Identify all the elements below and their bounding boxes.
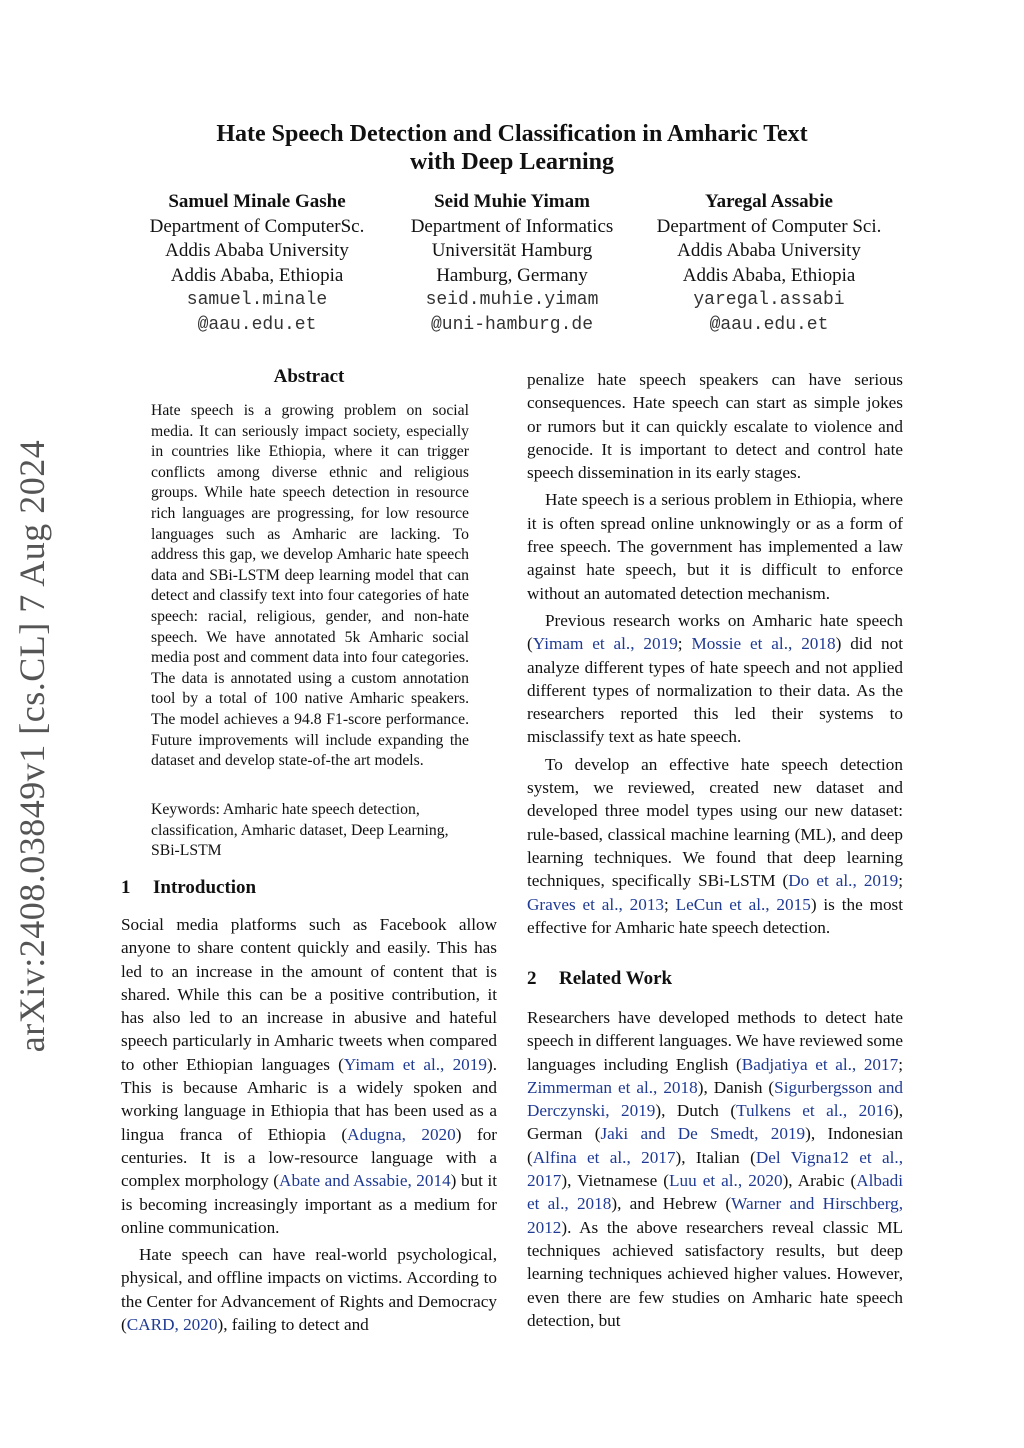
author-3 xyxy=(644,190,894,337)
related-work-body xyxy=(527,1006,903,1336)
text-run: Previous research works on Amharic hate speech ( xyxy=(527,610,903,654)
section-number: 1 xyxy=(121,877,131,898)
citation-link[interactable]: Luu et al., 2020 xyxy=(668,1171,783,1191)
author-email-line-2: @aau.edu.et xyxy=(709,314,829,335)
abstract-heading: Abstract xyxy=(273,366,345,387)
citation-link[interactable]: Jaki and De Smedt, 2019 xyxy=(600,1124,806,1144)
text-run: ). As the above researchers reveal classic ML techniques achieved satisfactory results, but deep learning techniques achieved higher values. However, even there are few studies on Amharic hate speech detection, but xyxy=(527,1217,903,1330)
citation-link[interactable]: Warner and Hirschberg, 2012 xyxy=(527,1194,904,1237)
citation-link[interactable]: LeCun et al., 2015 xyxy=(675,894,811,914)
author-dept: Department of Computer Sci. xyxy=(656,215,882,237)
author-1 xyxy=(132,190,382,337)
text-run: ), Arabic ( xyxy=(782,1171,857,1191)
text-run: ), Italian ( xyxy=(675,1147,756,1167)
title-line-1: Hate Speech Detection and Classification in Amharic Text xyxy=(216,121,808,147)
text-run: Hate speech can have real-world psychological, physical, and offline impacts on victims. According to the Center for Advancement of Rights and Democracy ( xyxy=(121,1245,497,1335)
citation-link[interactable]: Abate and Assabie, 2014 xyxy=(279,1171,451,1191)
text-run: ) is the most effective for Amharic hate speech detection. xyxy=(527,894,903,937)
author-email-line-1: samuel.minale xyxy=(186,290,328,310)
text-run: ), Indonesian ( xyxy=(527,1124,903,1167)
related-paragraph-1 xyxy=(527,1006,903,1332)
text-run: ). This is because Amharic is a widely spoken and working language in Ethiopia that has been used as a lingua franca of Ethiopia ( xyxy=(121,1054,497,1144)
arxiv-identifier xyxy=(2,439,62,1053)
author-dept: Department of ComputerSc. xyxy=(149,215,365,237)
text-run: ), Dutch ( xyxy=(655,1101,737,1121)
text-run: ) but it is becoming increasingly important as a medium for online communication. xyxy=(121,1171,497,1237)
author-2 xyxy=(387,190,637,337)
section-heading-related-work xyxy=(527,968,672,990)
section-title: Related Work xyxy=(559,968,673,989)
text-run: Researchers have developed methods to detect hate speech in different languages. We have reviewed some languages including English ( xyxy=(527,1008,903,1074)
citation-link[interactable]: Tulkens et al., 2016 xyxy=(736,1101,893,1121)
citation-link[interactable]: Alfina et al., 2017 xyxy=(532,1147,676,1167)
citation-link[interactable]: Sigurbergsson and Derczynski, 2019 xyxy=(527,1077,904,1121)
text-run: ; xyxy=(677,634,692,654)
intro-paragraph-1 xyxy=(121,913,497,1239)
citation-link[interactable]: CARD, 2020 xyxy=(126,1315,218,1335)
intro-paragraph-4: Hate speech is a serious problem in Ethiopia, where it is often spread online unknowingly or as a form of free speech. The government has implemented a law against hate speech, but it is difficult to enforce without an automated detection mechanism. xyxy=(527,490,903,603)
intro-paragraph-3: penalize hate speech speakers can have serious consequences. Hate speech can start as simple jokes or rumors but it can quickly escalate to violence and genocide. It is important to detect and control hate speech dissemination in its early stages. xyxy=(527,370,903,483)
author-univ: Addis Ababa University xyxy=(165,240,349,261)
author-univ: Addis Ababa University xyxy=(677,240,861,261)
author-name: Yaregal Assabie xyxy=(705,191,833,212)
text-run: ; xyxy=(664,894,676,914)
text-run: ) for centuries. It is a low-resource language with a complex morphology ( xyxy=(121,1124,498,1191)
citation-link[interactable]: Graves et al., 2013 xyxy=(527,894,665,914)
author-location: Hamburg, Germany xyxy=(436,264,588,286)
text-run: ), and Hebrew ( xyxy=(611,1194,732,1214)
intro-paragraph-6 xyxy=(527,753,903,939)
intro-paragraph-2 xyxy=(121,1243,497,1336)
text-run: ), Vietnamese ( xyxy=(561,1171,669,1191)
author-email-line-2: @aau.edu.et xyxy=(197,314,317,335)
text-run: To develop an effective hate speech detection system, we reviewed, created new dataset and developed three model types using our new dataset: rule-based, classical machine learning (ML), and deep learning techniques. We found that deep learning techniques, specifically SBi-LSTM ( xyxy=(527,754,903,891)
right-column-body xyxy=(527,368,903,943)
arxiv-identifier-text: arXiv:2408.03849v1 [cs.CL] 7 Aug 2024 xyxy=(12,439,53,1053)
author-dept: Department of Informatics xyxy=(410,215,614,237)
abstract-text: Hate speech is a growing problem on social media. It can seriously impact society, especially in countries like Ethiopia, where it can trigger conflicts among diverse ethnic and religious groups. While hate speech detection in resource rich languages are progressing, for low resource languages such as Amharic are lacking. To address this gap, we develop Amharic hate speech data and SBi-LSTM deep learning model that can detect and classify text into four categories of hate speech: racial, religious, gender, and non-hate speech. We have annotated 5k Amharic social media post and comment data into four categories. The data is annotated using a custom annotation tool by a total of 100 native Amharic speakers. The model achieves a 94.8 F1-score performance. Future improvements will include expanding the dataset and develop state-of-the art models. xyxy=(151,402,469,770)
citation-link[interactable]: Yimam et al., 2019 xyxy=(532,634,678,654)
citation-link[interactable]: Adugna, 2020 xyxy=(347,1124,456,1144)
text-run: ), Danish ( xyxy=(697,1077,775,1097)
author-univ: Universität Hamburg xyxy=(431,240,593,261)
citation-link[interactable]: Del Vigna12 et al., 2017 xyxy=(527,1147,903,1191)
citation-link[interactable]: Badjatiya et al., 2017 xyxy=(741,1054,899,1074)
author-location: Addis Ababa, Ethiopia xyxy=(682,264,856,286)
citation-link[interactable]: Do et al., 2019 xyxy=(788,871,899,891)
paper-title xyxy=(120,120,904,176)
author-name: Seid Muhie Yimam xyxy=(434,191,590,212)
citation-link[interactable]: Yimam et al., 2019 xyxy=(343,1054,487,1074)
author-name: Samuel Minale Gashe xyxy=(168,191,346,212)
keywords: Keywords: Amharic hate speech detection, classification, Amharic dataset, Deep Learning, SBi-LSTM xyxy=(151,801,449,860)
section-number: 2 xyxy=(527,968,537,989)
author-email-line-1: yaregal.assabi xyxy=(693,290,845,310)
text-run: ), German ( xyxy=(527,1101,903,1144)
text-run: ), failing to detect and xyxy=(217,1315,369,1335)
section-title: Introduction xyxy=(153,877,257,898)
text-run: Social media platforms such as Facebook allow anyone to share content quickly and easily. This has led to an increase in the amount of content that is shared. While this can be a positive contribution, it has also led to an increase in abusive and hateful speech particularly in Amharic tweets when compared to other Ethiopian languages ( xyxy=(121,915,497,1074)
text-run: ) did not analyze different types of hate speech and not applied different types of normalization to their data. As the researchers reported this led their systems to misclassify text as hate speech. xyxy=(527,634,904,747)
intro-paragraph-5 xyxy=(527,609,903,749)
author-location: Addis Ababa, Ethiopia xyxy=(170,264,344,286)
author-email-line-1: seid.muhie.yimam xyxy=(425,290,599,310)
title-line-2: with Deep Learning xyxy=(410,149,614,175)
text-run: ; xyxy=(898,871,903,891)
left-column-body xyxy=(121,913,497,1340)
section-heading-introduction xyxy=(121,877,256,899)
author-email-line-2: @uni-hamburg.de xyxy=(430,314,594,335)
citation-link[interactable]: Albadi et al., 2018 xyxy=(527,1171,903,1214)
citation-link[interactable]: Mossie et al., 2018 xyxy=(691,634,836,654)
citation-link[interactable]: Zimmerman et al., 2018 xyxy=(527,1077,698,1097)
text-run: ; xyxy=(898,1054,903,1074)
